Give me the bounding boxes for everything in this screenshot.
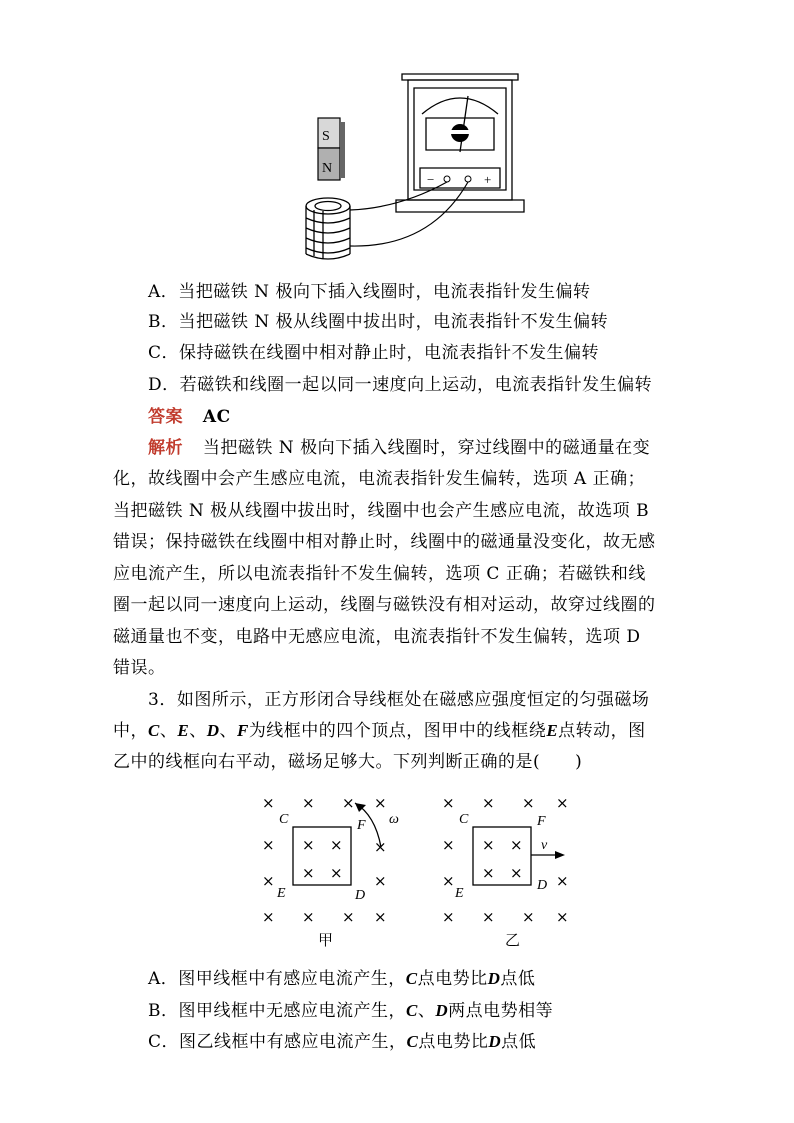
magnetic-field-frames-figure <box>255 785 575 957</box>
caption-yi: 乙 <box>505 931 521 949</box>
field-cross: × <box>442 836 455 854</box>
field-cross: × <box>556 794 569 812</box>
magnet-s-label: S <box>322 129 330 144</box>
field-cross: × <box>482 908 495 926</box>
q3-option-b: B．图甲线框中无感应电流产生，C、D两点电势相等 <box>148 1001 554 1021</box>
field-cross: × <box>482 836 495 854</box>
caption-jia: 甲 <box>318 931 334 949</box>
field-cross: × <box>302 908 315 926</box>
q2-analysis-line-7: 磁通量也不变，电路中无感应电流，电流表指针不发生偏转，选项 D <box>113 627 641 647</box>
q2-option-b: B．当把磁铁 N 极从线圈中拔出时，电流表指针不发生偏转 <box>148 312 609 332</box>
field-cross: × <box>330 864 343 882</box>
label-c-jia: C <box>279 812 289 827</box>
field-cross: × <box>302 836 315 854</box>
field-cross: × <box>374 838 387 856</box>
q2-analysis-line-2: 化，故线圈中会产生感应电流，电流表指针发生偏转，选项 A 正确； <box>113 469 646 489</box>
label-d-jia: D <box>355 888 366 903</box>
q3-option-a: A．图甲线框中有感应电流产生，C点电势比D点低 <box>148 969 536 989</box>
omega-label: ω <box>389 812 399 827</box>
field-cross: × <box>262 908 275 926</box>
q3-stem-line-3: 乙中的线框向右平动，磁场足够大。下列判断正确的是( ) <box>113 752 583 772</box>
field-cross: × <box>510 836 523 854</box>
v-label: v <box>541 838 548 853</box>
field-cross: × <box>522 908 535 926</box>
field-cross: × <box>302 794 315 812</box>
label-e-jia: E <box>277 886 286 901</box>
field-cross: × <box>302 864 315 882</box>
field-cross: × <box>374 908 387 926</box>
magnet-n-label: N <box>322 161 333 176</box>
field-cross: × <box>262 794 275 812</box>
field-cross: × <box>374 872 387 890</box>
field-cross: × <box>556 872 569 890</box>
field-cross: × <box>330 836 343 854</box>
field-cross: × <box>482 794 495 812</box>
q2-answer-line <box>148 406 231 428</box>
plus-terminal-label: + <box>484 172 492 187</box>
q3-stem-line-2: 中，C、E、D、F为线框中的四个顶点，图甲中的线框绕E点转动，图 <box>113 721 646 741</box>
field-cross: × <box>374 794 387 812</box>
field-cross: × <box>442 872 455 890</box>
field-cross: × <box>482 864 495 882</box>
field-cross: × <box>510 864 523 882</box>
q2-analysis-line-1: 解析 当把磁铁 N 极向下插入线圈时，穿过线圈中的磁通量在变 <box>148 438 651 458</box>
label-c-yi: C <box>459 812 469 827</box>
q3-stem-line-1: 3．如图所示，正方形闭合导线框处在磁感应强度恒定的匀强磁场 <box>148 690 650 710</box>
q3-option-c: C．图乙线框中有感应电流产生，C点电势比D点低 <box>148 1032 537 1052</box>
field-cross: × <box>342 908 355 926</box>
q2-option-a: A．当把磁铁 N 极向下插入线圈时，电流表指针发生偏转 <box>148 282 591 302</box>
field-cross: × <box>522 794 535 812</box>
q2-analysis-line-8: 错误。 <box>113 658 166 678</box>
label-f-jia: F <box>357 818 366 833</box>
field-cross: × <box>556 908 569 926</box>
q2-option-d: D．若磁铁和线圈一起以同一速度向上运动，电流表指针发生偏转 <box>148 375 653 395</box>
analysis-label: 解析 <box>148 438 183 458</box>
field-cross: × <box>342 794 355 812</box>
field-cross: × <box>442 908 455 926</box>
field-cross: × <box>262 836 275 854</box>
answer-value: AC <box>202 407 231 427</box>
q2-option-c: C．保持磁铁在线圈中相对静止时，电流表指针不发生偏转 <box>148 343 600 363</box>
galvanometer-magnet-coil-figure <box>290 60 540 270</box>
label-e-yi: E <box>455 886 464 901</box>
field-cross: × <box>262 872 275 890</box>
q2-analysis-line-6: 圈一起以同一速度向上运动，线圈与磁铁没有相对运动，故穿过线圈的 <box>113 595 656 615</box>
answer-label: 答案 <box>148 407 183 427</box>
coil <box>306 198 350 259</box>
field-cross: × <box>442 794 455 812</box>
q2-analysis-line-5: 应电流产生，所以电流表指针不发生偏转，选项 C 正确；若磁铁和线 <box>113 564 646 584</box>
label-f-yi: F <box>537 814 546 829</box>
q2-analysis-line-4: 错误；保持磁铁在线圈中相对静止时，线圈中的磁通量没变化，故无感 <box>113 532 656 552</box>
label-d-yi: D <box>537 878 548 893</box>
minus-terminal-label: − <box>427 172 435 187</box>
q2-analysis-line-3: 当把磁铁 N 极从线圈中拔出时，线圈中也会产生感应电流，故选项 B <box>113 501 650 521</box>
